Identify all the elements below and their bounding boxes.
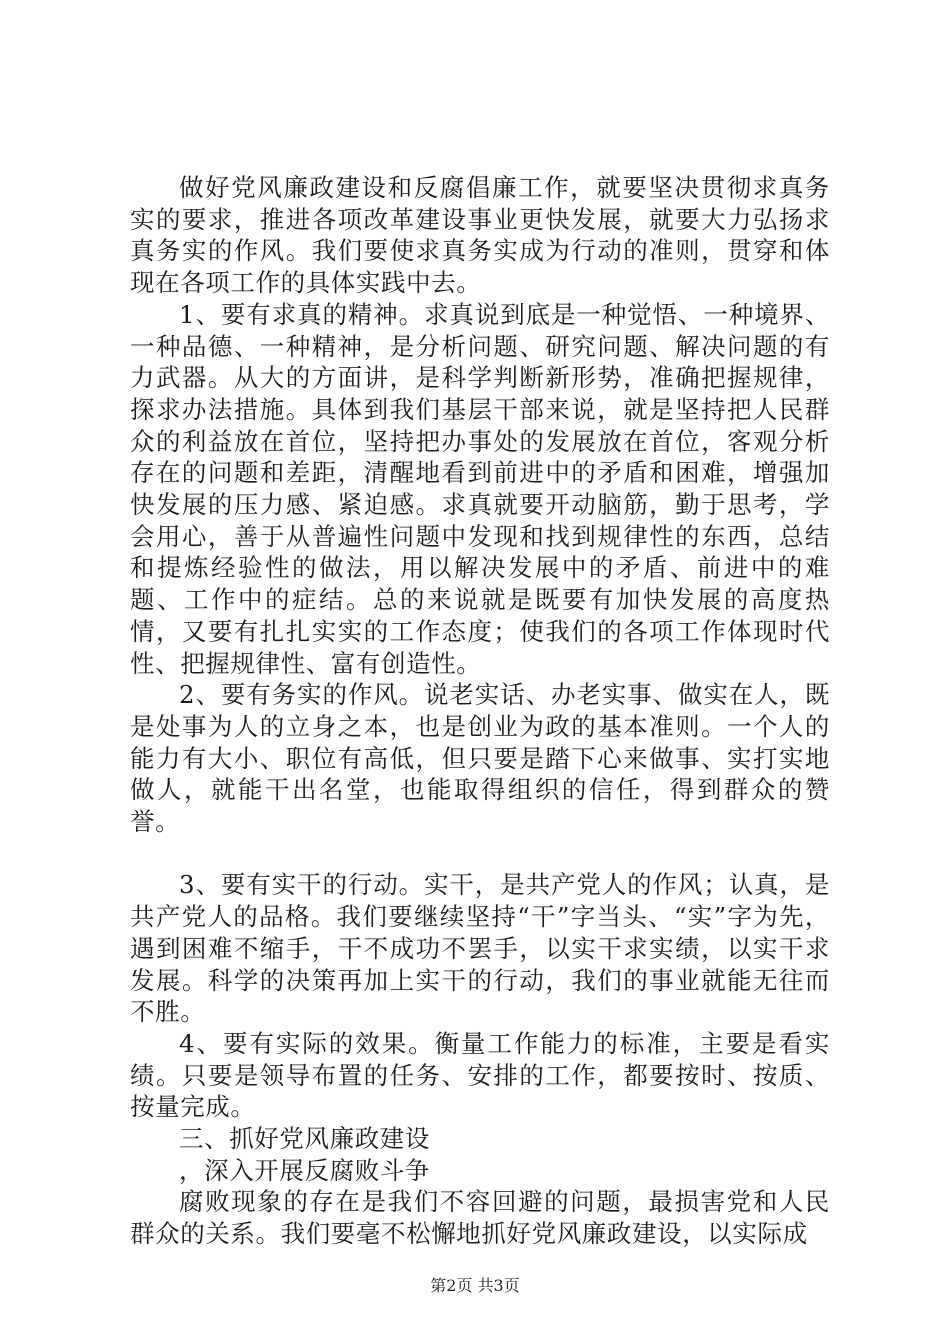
paragraph-anti-corruption: 腐败现象的存在是我们不容回避的问题，最损害党和人民群众的关系。我们要毫不松懈地抓好党风廉政建设，以实际成 bbox=[130, 1187, 830, 1249]
paragraph-point-3: 3、要有实干的行动。实干，是共产党人的作风；认真，是共产党人的品格。我们要继续坚持“干”字当头、“实”字为先，遇到困难不缩手，干不成功不罢手，以实干求实绩，以实干求发展。科学的决策再加上实干的行动，我们的事业就能无往而不胜。 bbox=[130, 870, 830, 1027]
document-body bbox=[130, 172, 830, 1250]
paragraph-point-2: 2、要有务实的作风。说老实话、办老实事、做实在人，既是处事为人的立身之本，也是创业为政的基本准则。一个人的能力有大小、职位有高低，但只要是踏下心来做事、实打实地做人，就能干出名堂，也能取得组织的信任，得到群众的赞誉。 bbox=[130, 680, 830, 837]
paragraph-gap bbox=[130, 838, 830, 870]
section-heading-continuation: ，深入开展反腐败斗争 bbox=[179, 1155, 430, 1185]
paragraph-point-4: 4、要有实际的效果。衡量工作能力的标准，主要是看实绩。只要是领导布置的任务、安排的工作，都要按时、按质、按量完成。 bbox=[130, 1028, 830, 1122]
section-heading-3: 三、抓好党风廉政建设 bbox=[179, 1124, 430, 1154]
page-footer: 第2页 共3页 bbox=[430, 1276, 520, 1295]
paragraph-point-1: 1、要有求真的精神。求真说到底是一种觉悟、一种境界、一种品德、一种精神，是分析问题、研究问题、解决问题的有力武器。从大的方面讲，是科学判断新形势，准确把握规律，探求办法措施。具体到我们基层干部来说，就是坚持把人民群众的利益放在首位，坚持把办事处的发展放在首位，客观分析存在的问题和差距，清醒地看到前进中的矛盾和困难，增强加快发展的压力感、紧迫感。求真就要开动脑筋，勤于思考，学会用心，善于从普遍性问题中发现和找到规律性的东西，总结和提炼经验性的做法，用以解决发展中的矛盾、前进中的难题、工作中的症结。总的来说就是既要有加快发展的高度热情，又要有扎扎实实的工作态度；使我们的各项工作体现时代性、把握规律性、富有创造性。 bbox=[130, 299, 830, 678]
paragraph-intro: 做好党风廉政建设和反腐倡廉工作，就要坚决贯彻求真务实的要求，推进各项改革建设事业更快发展，就要大力弘扬求真务实的作风。我们要使求真务实成为行动的准则，贯穿和体现在各项工作的具体实践中去。 bbox=[130, 173, 830, 298]
